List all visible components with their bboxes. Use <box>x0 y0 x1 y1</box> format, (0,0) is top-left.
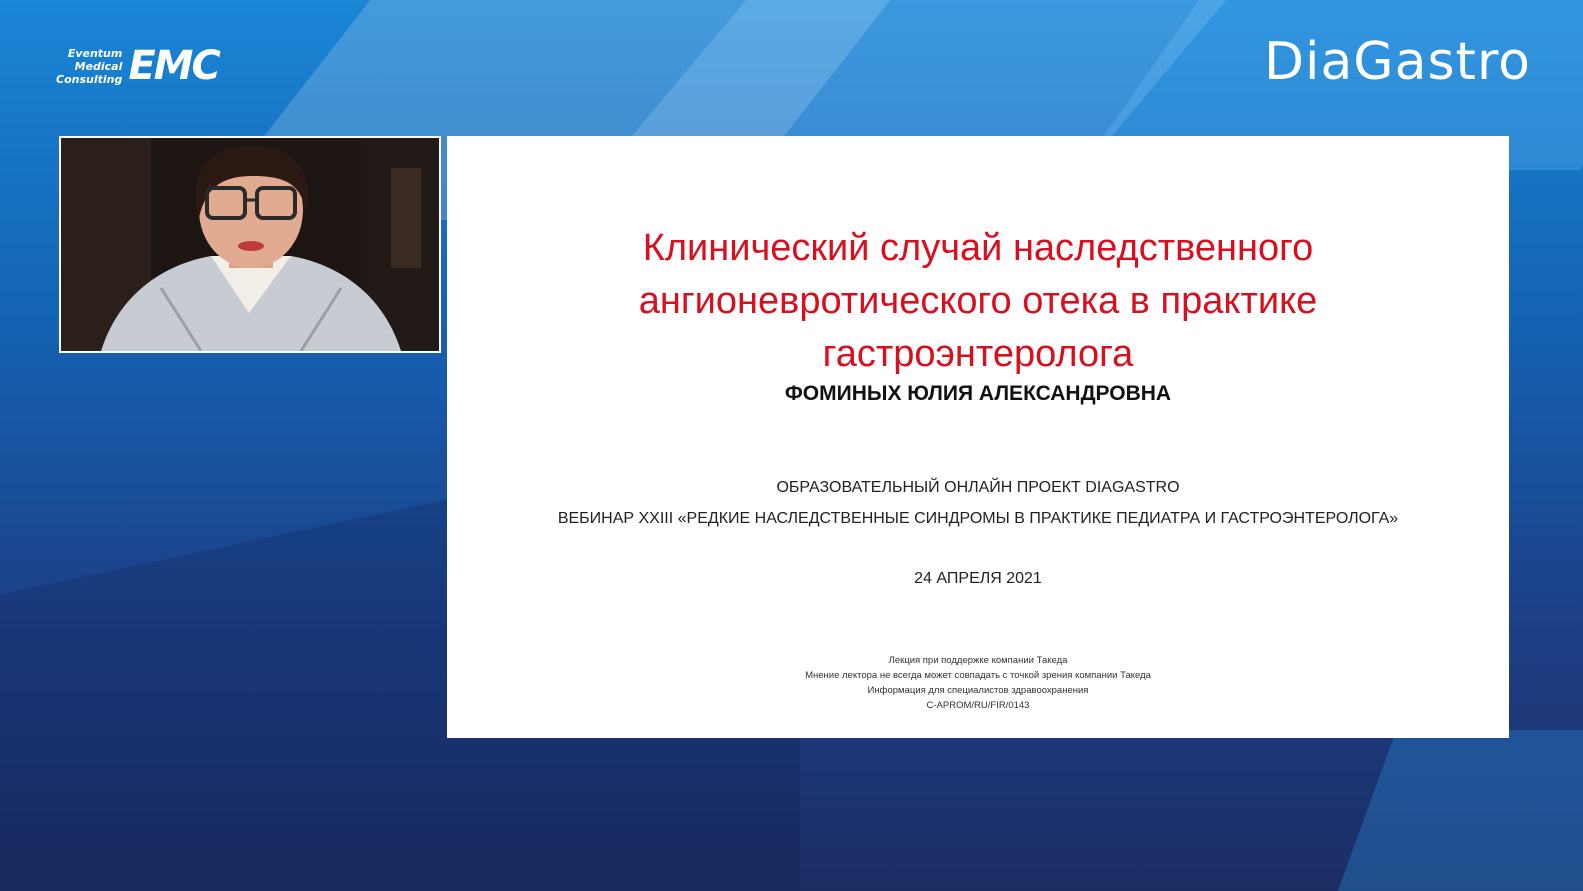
slide-title: Клинический случай наследственного ангионевротического отека в практике гастроэнтеролога <box>638 227 1318 375</box>
speaker-video <box>59 136 441 353</box>
author-name: ФОМИНЫХ ЮЛИЯ АЛЕКСАНДРОВНА <box>784 382 1172 405</box>
event-date: 24 АПРЕЛЯ 2021 <box>914 570 1042 587</box>
emc-logo-mark: EMC <box>128 43 219 89</box>
diagastro-logo: DiaGastro <box>1263 32 1531 92</box>
speaker-video-icon <box>61 138 439 351</box>
project-name: ОБРАЗОВАТЕЛЬНЫЙ ОНЛАЙН ПРОЕКТ DIAGASTRO <box>776 479 1180 496</box>
presentation-slide <box>447 136 1509 738</box>
webinar-title: ВЕБИНАР XXIII «РЕДКИЕ НАСЛЕДСТВЕННЫЕ СИНДРОМЫ В ПРАКТИКЕ ПЕДИАТРА И ГАСТРОЭНТЕРОЛОГА» <box>557 510 1399 527</box>
disclaimer: Лекция при поддержке компании Такеда Мнение лектора не всегда может совпадать с точкой зрения компании Такеда Информация для специалистов здравоохранения C-APROM/RU/FIR/0143 <box>805 655 1151 711</box>
emc-logo <box>56 44 219 88</box>
emc-logo-subtext: Eventum Medical Consulting <box>56 46 123 86</box>
